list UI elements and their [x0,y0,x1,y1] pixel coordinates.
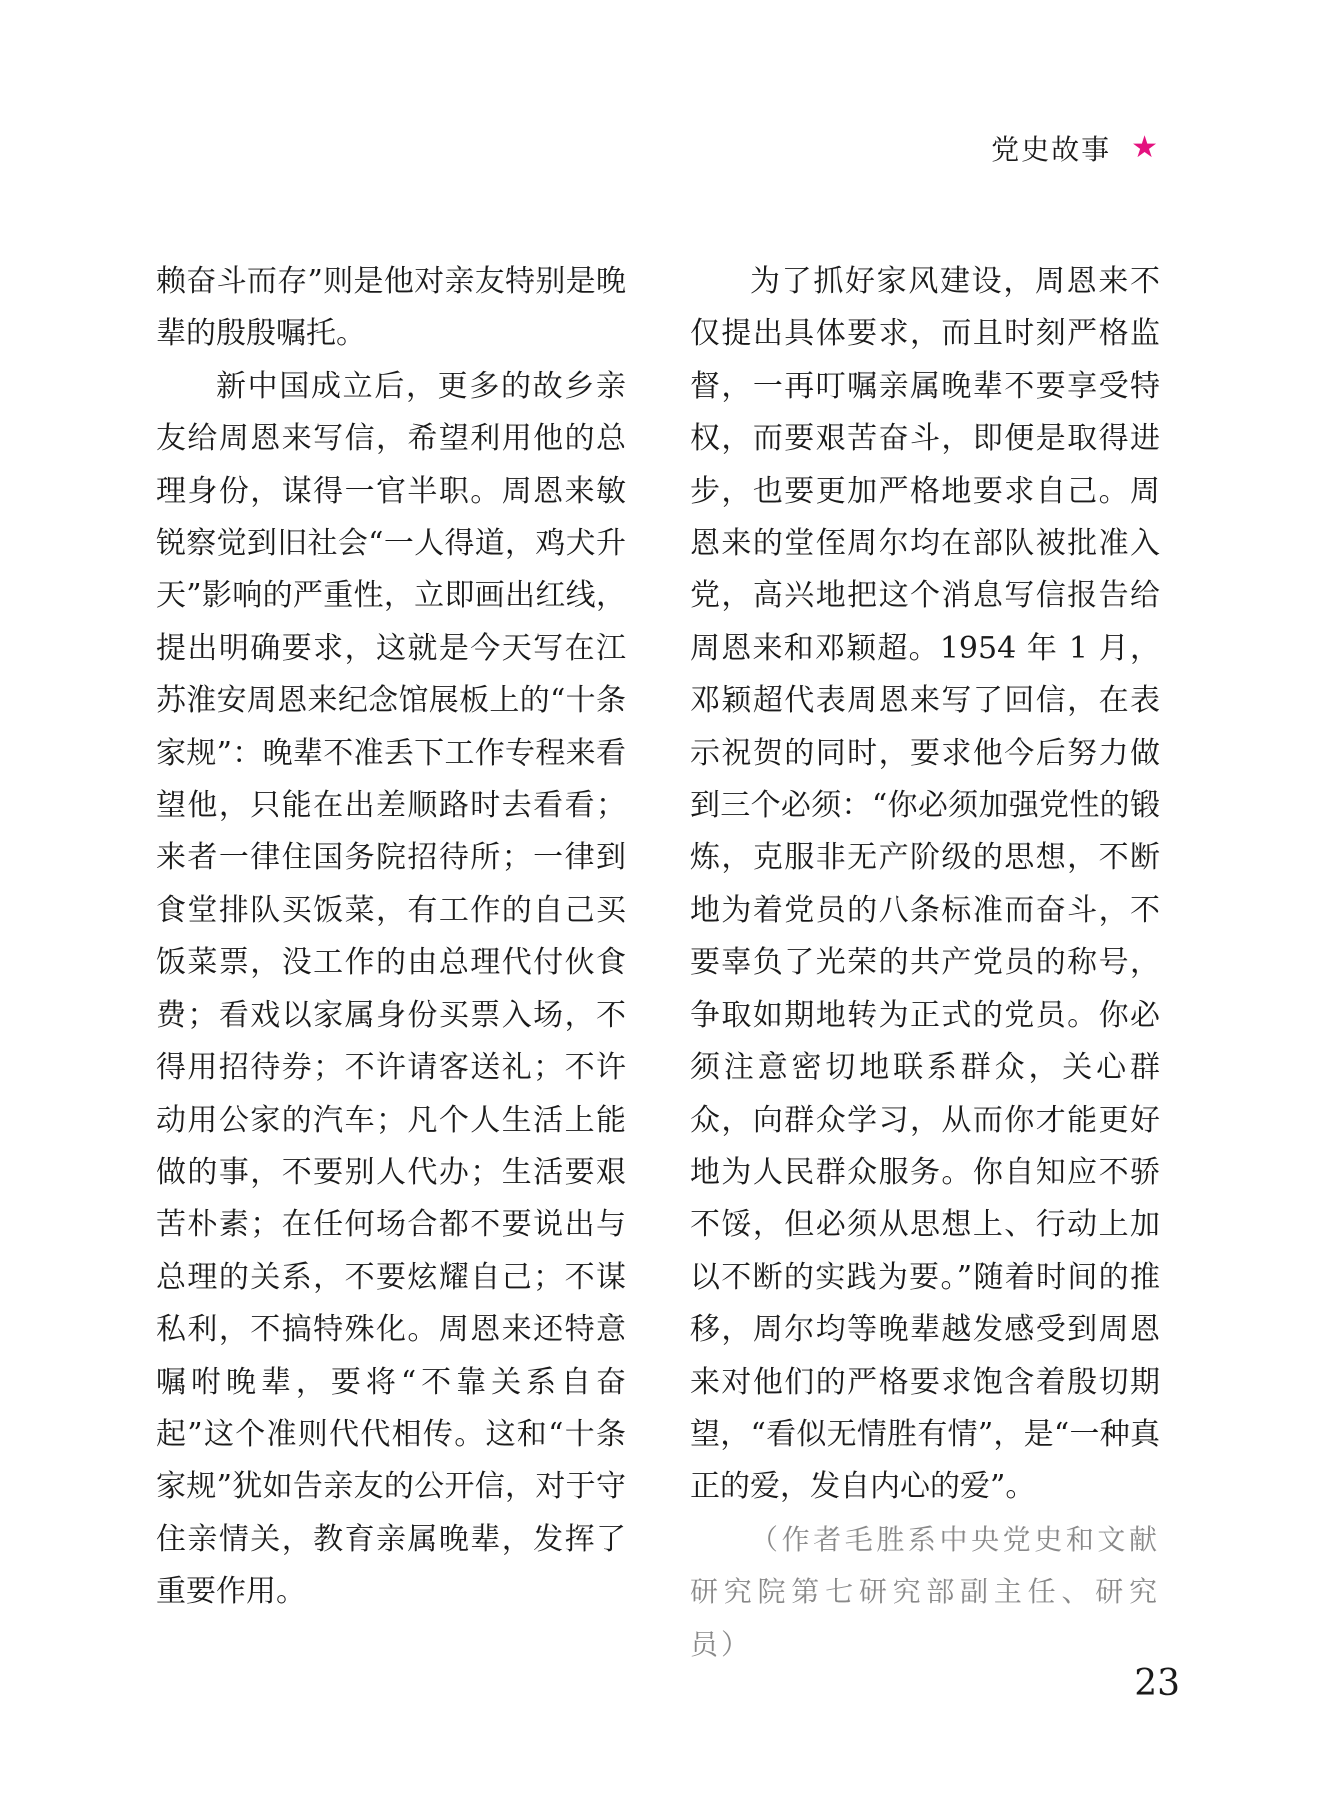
paragraph-family-rules: 新中国成立后，更多的故乡亲友给周恩来写信，希望利用他的总理身份，谋得一官半职。周恩来敏锐察觉到旧社会“一人得道，鸡犬升天”影响的严重性，立即画出红线，提出明确要求，这就是今天写在江苏淮安周恩来纪念馆展板上的“十条家规”：晚辈不准丢下工作专程来看望他，只能在出差顺路时去看看；来者一律住国务院招待所；一律到食堂排队买饭菜，有工作的自己买饭菜票，没工作的由总理代付伙食费；看戏以家属身份买票入场，不得用招待券；不许请客送礼；不许动用公家的汽车；凡个人生活上能做的事，不要别人代办；生活要艰苦朴素；在任何场合都不要说出与总理的关系，不要炫耀自己；不谋私利，不搞特殊化。周恩来还特意嘱咐晚辈，要将“不靠关系自奋起”这个准则代代相传。这和“十条家规”犹如告亲友的公开信，对于守住亲情关，教育亲属晚辈，发挥了重要作用。 [156,368,626,1610]
star-icon: ★ [1131,130,1158,165]
paragraph-continued: 赖奋斗而存”则是他对亲友特别是晚辈的殷殷嘱托。 [156,264,626,352]
left-column [156,256,626,1619]
author-byline: （作者毛胜系中央党史和文献研究院第七研究部副主任、研究员） [690,1522,1160,1661]
section-title: 党史故事 [991,133,1112,166]
paragraph-family-supervision: 为了抓好家风建设，周恩来不仅提出具体要求，而且时刻严格监督，一再叮嘱亲属晚辈不要享受特权，而要艰苦奋斗，即便是取得进步，也要更加严格地要求自己。周恩来的堂侄周尔均在部队被批准入党，高兴地把这个消息写信报告给周恩来和邓颖超。1954 年 1 月，邓颖超代表周恩来写了回信，在表示祝贺的同时，要求他今后努力做到三个必须：“你必须加强党性的锻炼，克服非无产阶级的思想，不断地为着党员的八条标准而奋斗，不要辜负了光荣的共产党员的称号，争取如期地转为正式的党员。你必须注意密切地联系群众，关心群众，向群众学习，从而你才能更好地为人民群众服务。你自知应不骄不馁，但必须从思想上、行动上加以不断的实践为要。”随着时间的推移，周尔均等晚辈越发感受到周恩来对他们的严格要求饱含着殷切期望，“看似无情胜有情”，是“一种真正的爱，发自内心的爱”。 [690,264,1160,1505]
section-header [991,128,1158,168]
page-number: 23 [1134,1663,1180,1704]
right-column [690,256,1160,1671]
